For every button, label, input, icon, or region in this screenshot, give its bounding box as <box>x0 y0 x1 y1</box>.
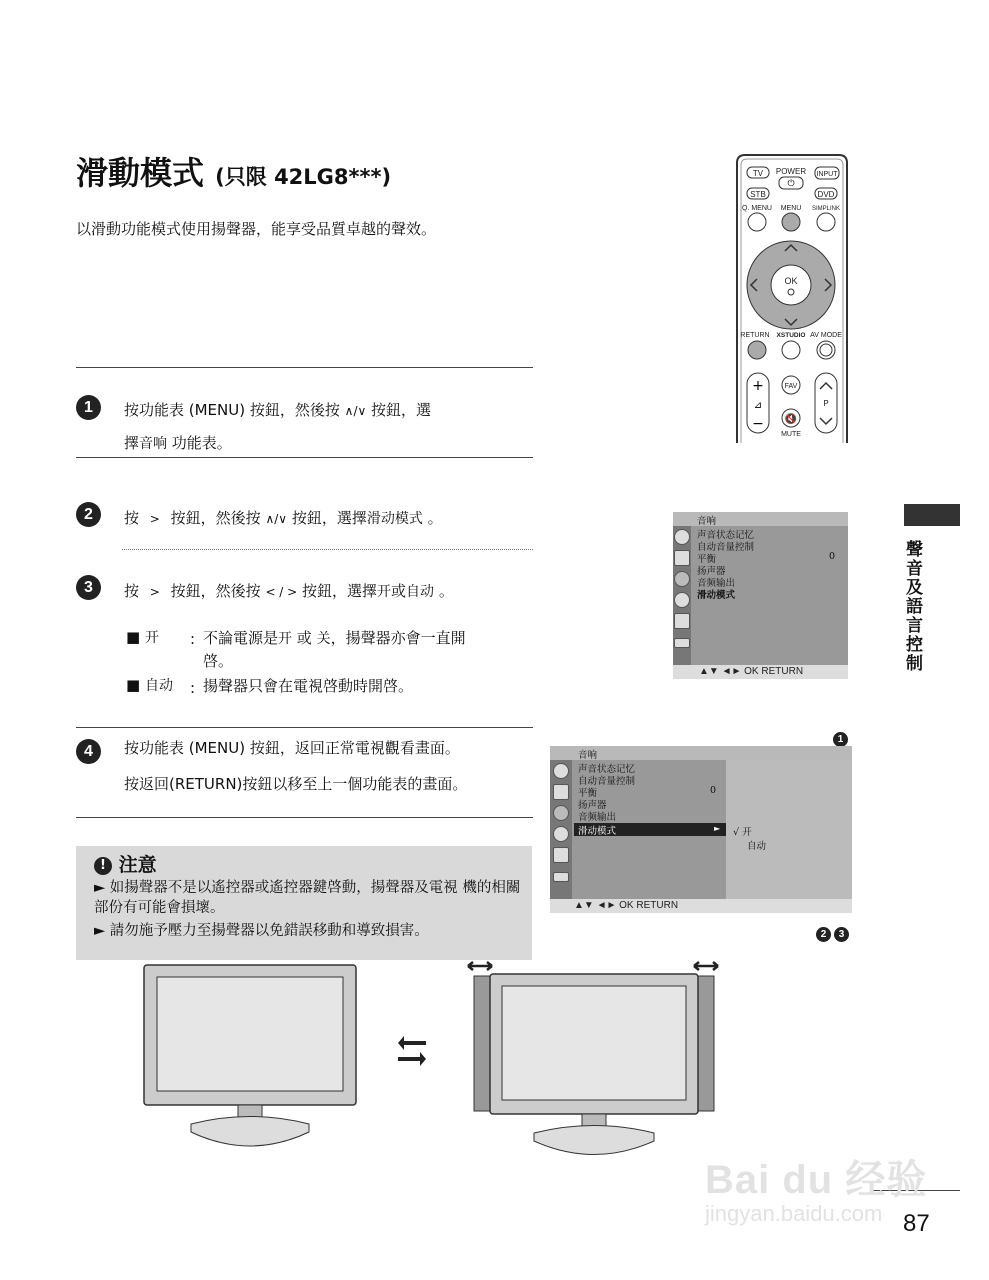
step-text: 按鈕，然後按 <box>170 509 261 527</box>
osd-item[interactable]: 音频输出 <box>578 812 617 823</box>
osd-item[interactable]: 声音状态记忆 <box>697 530 755 541</box>
intro-text: 以滑動功能模式使用揚聲器，能享受品質卓越的聲效。 <box>76 220 437 238</box>
osd-menu-sound <box>673 512 848 679</box>
step-1-line-2 <box>124 432 232 453</box>
note-title-text: 注意 <box>118 854 157 876</box>
option-icon <box>674 613 690 629</box>
section-label: 聲音及語言控制 <box>902 540 922 673</box>
updown-arrows: ∧/∨ <box>265 512 288 526</box>
osd-item[interactable]: 自动音量控制 <box>578 776 636 787</box>
osd-footer <box>550 899 852 913</box>
submenu-arrow-icon: ► <box>714 824 721 833</box>
power-icon: ⏻ <box>787 179 795 189</box>
updown-arrows: ∧/∨ <box>344 404 367 418</box>
sound-icon <box>674 571 690 587</box>
step-3-line <box>124 580 454 601</box>
step-text: 按鈕，然後按 <box>170 582 261 600</box>
divider <box>76 457 533 458</box>
tv-speakers-slid-illustration <box>466 958 722 1158</box>
square-bullet-icon: ■ <box>126 628 141 646</box>
stb-label: STB <box>750 190 766 199</box>
callout-badge-1: 1 <box>833 732 848 747</box>
qmenu-label: Q. MENU <box>742 205 772 212</box>
step-1-line-1 <box>124 399 431 420</box>
square-bullet-icon: ■ <box>126 676 141 694</box>
watermark-brand: Bai du 经验 <box>705 1158 928 1202</box>
volume-up-icon: + <box>752 378 764 394</box>
osd-item[interactable]: 扬声器 <box>697 566 726 577</box>
avmode-label: AV MODE <box>810 332 842 339</box>
option-off: 关 <box>316 631 331 647</box>
osd-item[interactable]: 音频输出 <box>697 578 736 589</box>
osd-balance-value: 0 <box>829 551 836 562</box>
osd-footer <box>673 665 848 679</box>
callout-badge-3: 3 <box>834 927 849 942</box>
swap-arrows-icon <box>396 1033 428 1069</box>
step-text: 按鈕，選擇 <box>302 582 378 600</box>
option-on: 开 <box>377 584 392 600</box>
osd-option-on[interactable]: √ 开 <box>733 827 752 838</box>
bullet-on-desc <box>203 627 466 648</box>
tv-speakers-closed-illustration <box>143 964 358 1154</box>
bullet-label: 开 <box>144 630 159 646</box>
power-label: POWER <box>775 167 807 176</box>
osd-menu-sound-submenu <box>550 746 852 913</box>
menu-label: MENU <box>780 205 802 212</box>
setup-icon <box>674 529 690 545</box>
volume-icon: ⊿ <box>753 400 763 411</box>
divider <box>76 817 533 818</box>
osd-icon-strip <box>673 526 691 666</box>
step-text: 按鈕，選擇 <box>291 509 367 527</box>
warning-icon: ! <box>94 857 112 875</box>
menu-item-name: 滑动模式 <box>366 511 423 527</box>
step-text: 按 <box>124 509 140 527</box>
simplink-label: SIMPLINK <box>811 206 841 212</box>
right-arrow: > <box>149 512 160 526</box>
note-title <box>94 850 157 877</box>
bullet-text: 不論電源是 <box>203 629 279 647</box>
osd-option-auto[interactable]: 自动 <box>747 841 767 852</box>
dvd-label: DVD <box>817 190 835 199</box>
input-label: INPUT <box>816 171 838 178</box>
return-label: RETURN <box>740 332 770 339</box>
colon: : <box>190 630 196 648</box>
time-icon <box>674 592 690 608</box>
divider-dotted <box>122 549 533 550</box>
osd-item[interactable]: 声音状态记忆 <box>578 764 636 775</box>
colon: : <box>190 679 196 697</box>
osd-footer-text: ▲▼ ◄► OK RETURN <box>574 900 679 911</box>
osd-header-text: 音响 <box>697 516 717 527</box>
sound-icon <box>553 805 569 821</box>
divider <box>76 367 533 368</box>
divider <box>76 727 533 728</box>
leftright-arrows: < / > <box>265 585 298 599</box>
step-2-line <box>124 507 443 528</box>
note-item: ► 請勿施予壓力至揚聲器以免錯誤移動和導致損害。 <box>94 923 429 939</box>
step-number-4: 4 <box>76 739 101 764</box>
callout-badge-2: 2 <box>816 927 831 942</box>
menu-name: 音响 <box>139 436 168 452</box>
page-number: 87 <box>903 1210 930 1237</box>
picture-icon <box>674 550 690 566</box>
watermark-url: jingyan.baidu.com <box>705 1201 883 1226</box>
fav-label: FAV <box>784 383 798 390</box>
osd-item[interactable]: 平衡 <box>697 554 717 565</box>
step-text: 按功能表 (MENU) 按鈕，然後按 <box>124 401 340 419</box>
bullet-auto <box>126 675 173 695</box>
bullet-auto-desc: 揚聲器只會在電視啓動時開啓。 <box>203 677 414 695</box>
note-item: ► 如揚聲器不是以遙控器或遙控器鍵啓動，揚聲器及電視 機的相關部份有可能會損壞。 <box>94 880 521 916</box>
step-text: 擇 <box>124 434 140 452</box>
page-title <box>76 148 391 194</box>
osd-item-selected[interactable]: 滑动模式 <box>697 590 736 601</box>
osd-item-selected[interactable]: 滑动模式 <box>578 826 617 837</box>
osd-footer-text: ▲▼ ◄► OK RETURN <box>699 666 804 677</box>
setup-icon <box>553 763 569 779</box>
step-text: 。 <box>427 509 443 527</box>
osd-header <box>550 746 852 760</box>
step-text: 功能表。 <box>171 434 232 452</box>
step-text: 按鈕，選 <box>371 401 432 419</box>
bullet-label: 自动 <box>144 678 173 694</box>
simplink-button[interactable] <box>817 213 835 231</box>
input-icon <box>553 872 569 882</box>
slide-arrow-right-icon <box>694 962 718 970</box>
slide-arrow-left-icon <box>468 962 492 970</box>
section-tab <box>904 504 960 526</box>
volume-down-icon: − <box>752 416 764 432</box>
osd-header-text: 音响 <box>578 750 598 761</box>
note-box <box>76 846 532 960</box>
bullet-text: 啓。 <box>203 652 234 670</box>
xstudio-button[interactable] <box>782 341 800 359</box>
xstudio-label: XSTUDIO <box>776 332 806 339</box>
bullet-text: 或 <box>296 629 312 647</box>
ok-label: OK <box>784 276 798 286</box>
qmenu-button[interactable] <box>748 213 766 231</box>
step-number-1: 1 <box>76 395 101 420</box>
step-text: 。 <box>438 582 454 600</box>
step-number-2: 2 <box>76 502 101 527</box>
option-on: 开 <box>278 631 293 647</box>
mute-icon: 🔇 <box>784 414 798 425</box>
picture-icon <box>553 784 569 800</box>
return-button[interactable] <box>748 341 766 359</box>
remote-control <box>733 153 851 443</box>
mute-label: MUTE <box>781 431 801 438</box>
step-4-line-1: 按功能表 (MENU) 按鈕，返回正常電視觀看畫面。 <box>124 739 460 757</box>
step-number-3: 3 <box>76 575 101 600</box>
menu-button[interactable] <box>782 213 800 231</box>
tv-label: TV <box>752 169 764 178</box>
step-4-line-2: 按返回(RETURN)按鈕以移至上一個功能表的畫面。 <box>124 775 468 793</box>
osd-item[interactable]: 自动音量控制 <box>697 542 755 553</box>
option-icon <box>553 847 569 863</box>
input-icon <box>674 638 690 648</box>
bullet-text: ，揚聲器亦會一直開 <box>330 629 466 647</box>
channel-label: P <box>823 399 829 408</box>
osd-icon-strip <box>550 760 572 900</box>
osd-item[interactable]: 平衡 <box>578 788 598 799</box>
osd-item[interactable]: 扬声器 <box>578 800 607 811</box>
right-arrow: > <box>149 585 160 599</box>
watermark <box>705 1148 927 1227</box>
bullet-on <box>126 627 159 647</box>
title-main: 滑動模式 <box>76 154 205 192</box>
osd-balance-value: 0 <box>710 785 717 796</box>
step-text: 按 <box>124 582 140 600</box>
step-text: 或 <box>391 582 407 600</box>
title-sub: (只限 42LG8***) <box>215 165 392 189</box>
time-icon <box>553 826 569 842</box>
osd-header <box>673 512 848 526</box>
option-auto: 自动 <box>406 584 435 600</box>
